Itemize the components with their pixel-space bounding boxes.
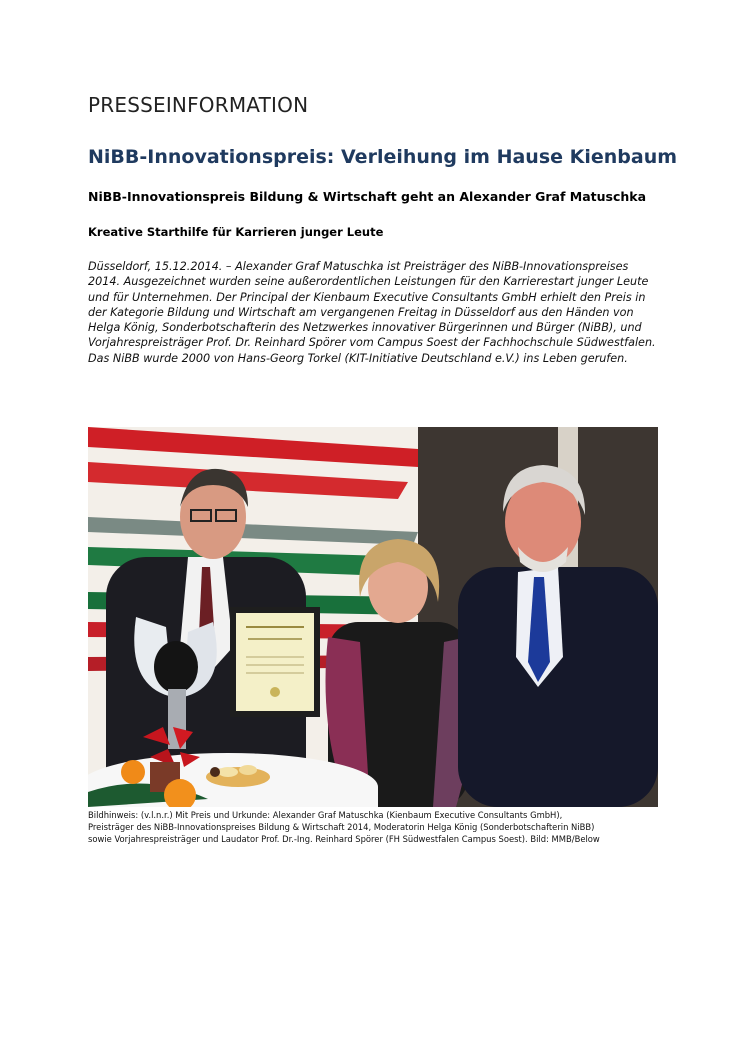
lead-line: 2014. Ausgezeichnet wurden seine außerordentlichen Leistungen für den Karrierestart junger Leute — [88, 275, 649, 289]
subheadline: NiBB-Innovationspreis Bildung & Wirtschaft geht an Alexander Graf Matuschka — [88, 189, 647, 204]
lead-line: Helga König, Sonderbotschafterin des Netzwerkes innovativer Bürgerinnen und Bürger (NiBB), und — [88, 321, 642, 335]
caption-line: Bildhinweis: (v.l.n.r.) Mit Preis und Urkunde: Alexander Graf Matuschka (Kienbaum Executive Consultants GmbH), — [88, 810, 563, 820]
caption-line: sowie Vorjahrespreisträger und Laudator Prof. Dr.-Ing. Reinhard Spörer (FH Südwestfalen Campus Soest). Bild: MMB/Below — [88, 834, 600, 845]
page-title: NiBB-Innovationspreis: Verleihung im Hause Kienbaum — [88, 146, 678, 168]
press-kicker: PRESSEINFORMATION — [88, 93, 309, 117]
tagline: Kreative Starthilfe für Karrieren junger Leute — [88, 225, 384, 239]
lead-line: und für Unternehmen. Der Principal der Kienbaum Executive Consultants GmbH erhielt den Preis in — [88, 290, 646, 304]
caption-line: Preisträger des NiBB-Innovationspreises Bildung & Wirtschaft 2014, Moderatorin Helga König (Sonderbotschafterin NiBB) — [88, 822, 595, 833]
lead-line: Vorjahrespreisträger Prof. Dr. Reinhard Spörer vom Campus Soest der Fachhochschule Südwestfalen. — [88, 336, 656, 350]
lead-line: der Kategorie Bildung und Wirtschaft am vergangenen Freitag in Düsseldorf aus den Händen von — [88, 305, 634, 319]
lead-line: Das NiBB wurde 2000 von Hans-Georg Torkel (KIT-Initiative Deutschland e.V.) ins Leben gerufen. — [88, 351, 628, 365]
photo-caption — [88, 809, 668, 846]
lead-paragraph — [88, 259, 660, 366]
lead-line: Düsseldorf, 15.12.2014. – Alexander Graf Matuschka ist Preisträger des NiBB-Innovationspreises — [88, 260, 629, 273]
award-photo — [88, 427, 658, 807]
